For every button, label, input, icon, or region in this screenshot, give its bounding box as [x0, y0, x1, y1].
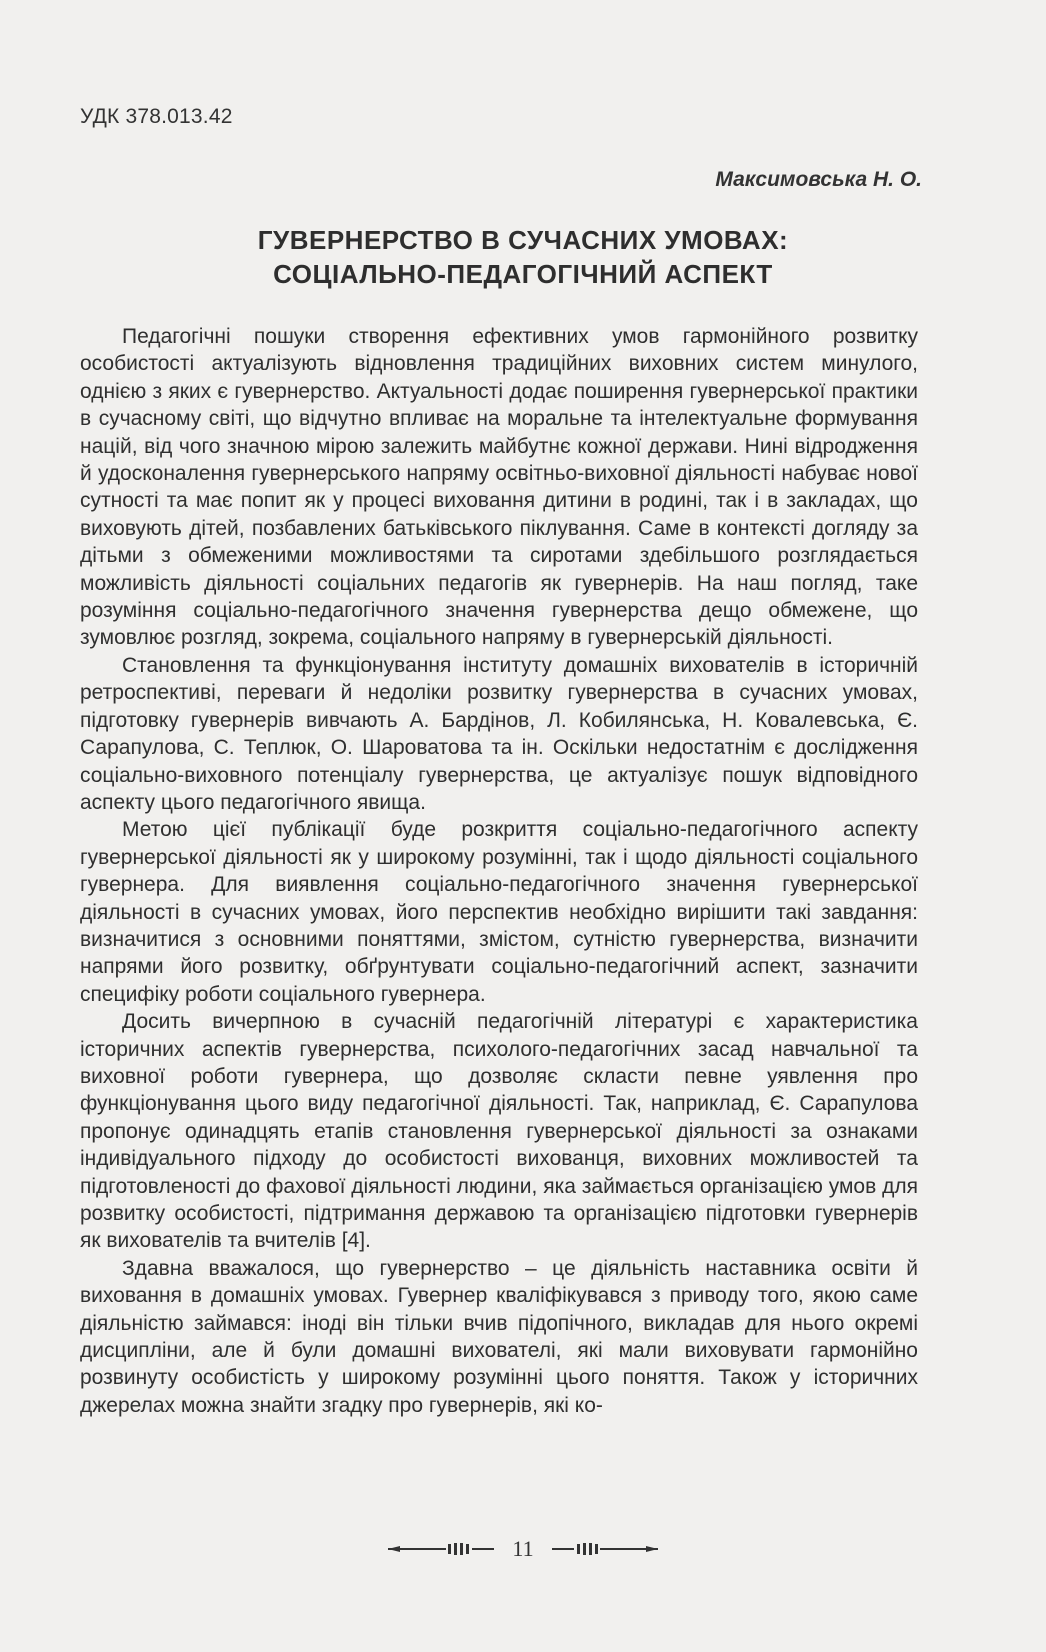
- title-line-1: ГУВЕРНЕРСТВО В СУЧАСНИХ УМОВАХ:: [257, 225, 789, 255]
- left-ornament-icon: [386, 1542, 496, 1556]
- paragraph-1: Педагогічні пошуки створення ефективних умов гармонійного розвитку особистості актуалізують відновлення традиційних виховних систем минулого, однією з яких є гувернерство. Актуальності додає поширення гувернерської практики в сучасному світі, що відчутно впливає на моральне та інтелектуальне формування націй, від чого значною мірою залежить майбутнє кожної держави. Нині відродження й удосконалення гувернерського напряму освітньо-виховної діяльності набуває нової сутності та має попит як у процесі виховання дитини в родині, так і в закладах, що виховують дітей, позбавлених батьківського піклування. Саме в контексті догляду за дітьми з обмеженими можливостями та сиротами здебільшого розглядається можливість діяльності соціальних педагогів як гувернерів. На наш погляд, таке розуміння соціально-педагогічного значення гувернерства дещо обмежене, що зумовлює розгляд, зокрема, соціального напряму в гувернерській діяльності.: [80, 325, 918, 650]
- article-body: [80, 323, 918, 1419]
- paragraph-3: Метою цієї публікації буде розкриття соціально-педагогічного аспекту гувернерської діяльності як у широкому розумінні, так і щодо діяльності соціального гувернера. Для виявлення соціально-педагогічного значення гувернерської діяльності в сучасних умовах, його перспектив необхідно вирішити такі завдання: визначитися з основними поняттями, змістом, сутністю гувернерства, визначити напрями його розвитку, обґрунтувати соціально-педагогічний аспект, зазначити специфіку роботи соціального гувернера.: [80, 818, 918, 1006]
- paragraph-5: Здавна вважалося, що гувернерство – це діяльність наставника освіти й виховання в домашніх умовах. Гувернер кваліфікувався з приводу того, якою саме діяльністю займався: іноді він тільки вчив підопічного, викладав для нього окремі дисципліни, але й були домашні вихователі, які мали виховувати гармонійно розвинуту особистість у широкому розумінні цього поняття. Також у історичних джерелах можна знайти згадку про гувернерів, які ко-: [80, 1256, 918, 1417]
- udk-code: УДК 378.013.42: [80, 105, 233, 128]
- page-number: 11: [512, 1536, 534, 1561]
- paragraph-4: Досить вичерпною в сучасній педагогічній літературі є характеристика історичних аспектів гувернерства, психолого-педагогічних засад навчальної та виховної роботи гувернера, що дозволяє скласти певне уявлення про функціонування цього виду педагогічної діяльності. Так, наприклад, Є. Сарапулова пропонує одинадцять етапів становлення гувернерської діяльності за ознаками індивідуального підходу до особистості вихованця, виховних можливостей та підготовленості до фахової діяльності людини, яка займається організацією умов для розвитку особистості, підтримання державою та організацією підготовки гувернерів як вихователів та вчителів [4].: [80, 1010, 918, 1253]
- page-footer: [0, 1536, 1046, 1562]
- author-name: Максимовська Н. О.: [715, 168, 922, 191]
- right-ornament-icon: [550, 1542, 660, 1556]
- title-line-2: СОЦІАЛЬНО-ПЕДАГОГІЧНИЙ АСПЕКТ: [273, 259, 773, 289]
- paragraph-2: Становлення та функціонування інституту домашніх вихователів в історичній ретроспективі, переваги й недоліки розвитку гувернерства в сучасних умовах, підготовку гувернерів вивчають А. Бардінов, Л. Кобилянська, Н. Ковалевська, Є. Сарапулова, С. Теплюк, О. Шароватова та ін. Оскільки недостатнім є дослідження соціально-виховного потенціалу гувернерства, це актуалізує пошук відповідного аспекту цього педагогічного явища.: [80, 653, 918, 814]
- article-title: [0, 223, 1046, 291]
